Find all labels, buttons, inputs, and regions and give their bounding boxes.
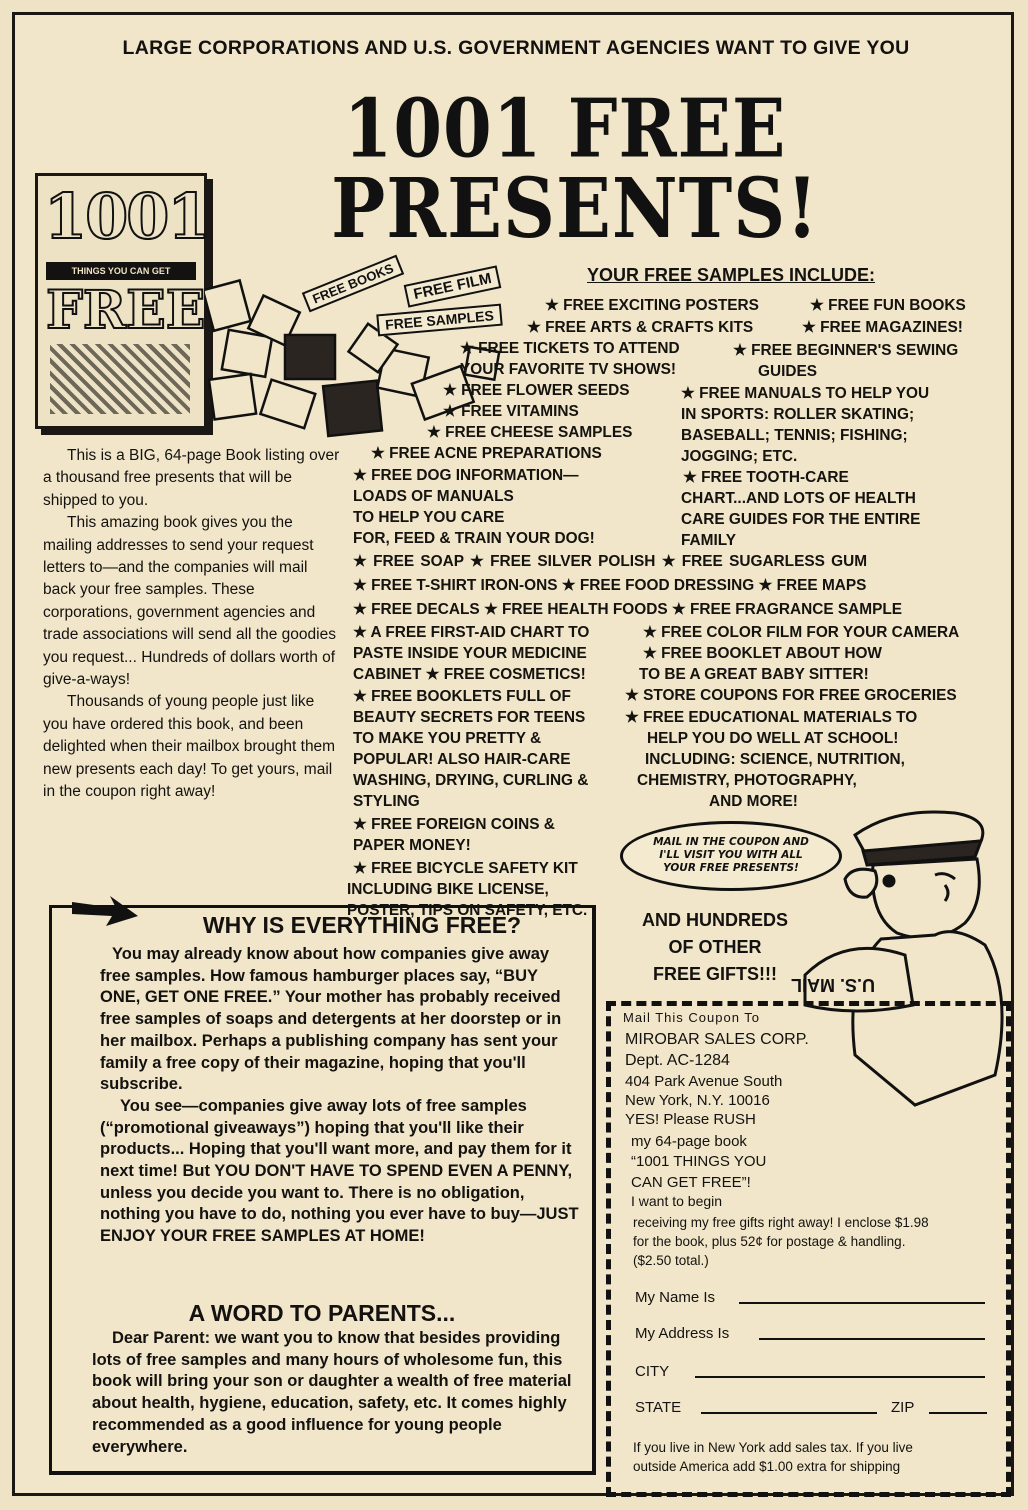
sample-line: ★ FREE ACNE PREPARATIONS [371, 445, 602, 462]
sample-line: ★ FREE ARTS & CRAFTS KITS [527, 319, 754, 336]
headline-line-2: PRESENTS! [331, 158, 819, 257]
coupon-line: MIROBAR SALES CORP. [625, 1031, 809, 1048]
city-label: CITY [635, 1363, 670, 1380]
coupon-line: Dept. AC-1284 [625, 1052, 730, 1069]
sample-line: ★ FREE BEGINNER'S SEWING [733, 342, 959, 359]
coupon-order-text: for the book, plus 52¢ for postage & handling. [633, 1234, 906, 1249]
why-paragraph: You may already know about how companies give away free samples. How famous hamburger places say, “BUY ONE, GET ONE FREE.” Your mother has probably received free samples of soaps and detergents at her doorstep or in her mailbox. Perhaps a publishing company has sent your family a free copy of their magazine, hoping that you'll subscribe. [100, 945, 562, 1094]
sample-line: STYLING [353, 793, 420, 810]
zip-field[interactable] [929, 1412, 987, 1414]
parents-body [92, 1328, 580, 1458]
sample-line: CARE GUIDES FOR THE ENTIRE [681, 511, 921, 528]
sample-line: ★ FREE SOAP ★ FREE SILVER POLISH ★ FREE SUGARLESS GUM [353, 553, 868, 570]
sample-line: ★ FREE EDUCATIONAL MATERIALS TO [625, 709, 918, 726]
sample-line: IN SPORTS: ROLLER SKATING; [681, 406, 915, 423]
sample-line: ★ FREE MAGAZINES! [802, 319, 963, 336]
sample-line: POSTER, TIPS ON SAFETY, ETC. [347, 902, 588, 919]
bubble-line: YOUR FREE PRESENTS! [663, 862, 799, 874]
sample-line: ★ FREE DOG INFORMATION— [353, 467, 579, 484]
sample-line: WASHING, DRYING, CURLING & [353, 772, 589, 789]
coupon-line: my 64-page book [631, 1133, 747, 1150]
why-body [100, 944, 580, 1248]
coupon-order-text: receiving my free gifts right away! I enclose $1.98 [633, 1215, 929, 1230]
order-coupon[interactable] [606, 1001, 1011, 1497]
sample-line: TO BE A GREAT BABY SITTER! [639, 666, 869, 683]
state-field[interactable] [701, 1412, 877, 1414]
sample-line: ★ FREE VITAMINS [443, 403, 579, 420]
coupon-line: YES! Please RUSH [625, 1111, 756, 1128]
sample-line: ★ A FREE FIRST-AID CHART TO [353, 624, 590, 641]
sample-line: ★ FREE FOREIGN COINS & [353, 816, 555, 833]
city-field[interactable] [695, 1376, 985, 1378]
coupon-line: “1001 THINGS YOU [631, 1153, 767, 1170]
sample-line: ★ FREE BOOKLET ABOUT HOW [643, 645, 882, 662]
sample-line: ★ FREE DECALS ★ FREE HEALTH FOODS ★ FREE FRAGRANCE SAMPLE [353, 601, 903, 618]
sample-line: PASTE INSIDE YOUR MEDICINE [353, 645, 587, 662]
body-paragraph: This amazing book gives you the mailing addresses to send your request letters to—and the companies will mail back your free samples. These corporations, government agencies and trade associations will send all the goodies you request... Hundreds of dollars worth of give-a-ways! [43, 514, 336, 689]
sample-line: PAPER MONEY! [353, 837, 471, 854]
hundreds-line: AND HUNDREDS [641, 910, 788, 930]
book-number: 1001 [44, 180, 209, 253]
sample-line: INCLUDING BIKE LICENSE, [347, 881, 549, 898]
hundreds-line: FREE GIFTS!!! [653, 964, 777, 984]
book-word: FREE [46, 280, 206, 341]
sample-line: CHART...AND LOTS OF HEALTH [681, 490, 916, 507]
coupon-line: Mail This Coupon To [623, 1010, 761, 1025]
why-title: WHY IS EVERYTHING FREE? [202, 912, 522, 938]
sample-line: ★ FREE FLOWER SEEDS [443, 382, 630, 399]
bubble-line: MAIL IN THE COUPON AND [653, 836, 809, 848]
name-field[interactable] [739, 1302, 985, 1304]
mailbag-label: U.S. MAIL [791, 975, 875, 995]
bubble-line: I'LL VISIT YOU WITH ALL [659, 849, 803, 861]
zip-label: ZIP [891, 1399, 915, 1416]
coupon-line: CAN GET FREE”! [631, 1174, 751, 1191]
sample-line: LOADS OF MANUALS [353, 488, 514, 505]
sample-line: TO HELP YOU CARE [353, 509, 505, 526]
coupon-line: New York, N.Y. 10016 [625, 1092, 770, 1109]
sample-line: CABINET ★ FREE COSMETICS! [353, 666, 586, 683]
coupon-line: 404 Park Avenue South [625, 1073, 783, 1090]
body-paragraph: This is a BIG, 64-page Book listing over a thousand free presents that will be shipped to you. [43, 447, 340, 509]
coupon-line: I want to begin [631, 1193, 723, 1209]
sample-line: GUIDES [758, 363, 818, 380]
advertisement-page [12, 12, 1014, 1496]
sample-line: TO MAKE YOU PRETTY & [353, 730, 542, 747]
sample-line: BEAUTY SECRETS FOR TEENS [353, 709, 586, 726]
headline-line-1: 1001 FREE [343, 80, 787, 177]
address-field[interactable] [759, 1338, 985, 1340]
sample-line: POPULAR! ALSO HAIR-CARE [353, 751, 571, 768]
parents-title: A WORD TO PARENTS... [188, 1300, 456, 1326]
sample-line: ★ FREE T-SHIRT IRON-ONS ★ FREE FOOD DRESSING ★ FREE MAPS [353, 577, 867, 594]
sample-line: ★ FREE TOOTH-CARE [683, 469, 849, 486]
book-cover-illustration [35, 173, 207, 429]
hundreds-caption [620, 907, 810, 988]
why-paragraph: You see—companies give away lots of free samples (“promotional giveaways”) hoping that you'll like their products... Hoping that you'll want more, and pay them for it next time! But YOU DON'T HAVE TO SPEND EVEN A PENNY, unless you decide you want to. There is no obligation, nothing you have to do, nothing you ever have to buy—JUST ENJOY YOUR FREE SAMPLES AT HOME! [100, 1096, 579, 1246]
sample-line: AND MORE! [709, 793, 798, 810]
hundreds-line: OF OTHER [668, 937, 762, 957]
body-paragraph: Thousands of young people just like you have ordered this book, and been delighted when their mailbox brought them new presents each day! To get yours, mail in the coupon right away! [43, 693, 336, 801]
sample-line: INCLUDING: SCIENCE, NUTRITION, [645, 751, 905, 768]
parents-paragraph: Dear Parent: we want you to know that besides providing lots of free samples and many hours of wholesome fun, this book will bring your son or daughter a wealth of free material about health, hygiene, education, safety, etc. It comes highly recommended as a good influence for young people everywhere. [92, 1329, 572, 1456]
sample-line: JOGGING; ETC. [681, 448, 798, 465]
coupon-footer: If you live in New York add sales tax. If you live [633, 1440, 913, 1455]
address-label: My Address Is [635, 1325, 730, 1342]
sample-line: ★ FREE BOOKLETS FULL OF [353, 688, 571, 705]
why-free-box [49, 905, 596, 1475]
sample-line: ★ FREE EXCITING POSTERS [545, 297, 759, 314]
sample-line: ★ FREE CHEESE SAMPLES [427, 424, 633, 441]
coupon-order-text: ($2.50 total.) [633, 1253, 709, 1268]
book-subtitle: THINGS YOU CAN GET [46, 262, 196, 280]
top-line: LARGE CORPORATIONS AND U.S. GOVERNMENT AGENCIES WANT TO GIVE YOU [122, 37, 910, 59]
sample-line: ★ FREE TICKETS TO ATTEND [460, 340, 680, 357]
sample-line: FOR, FEED & TRAIN YOUR DOG! [353, 530, 595, 547]
samples-heading: YOUR FREE SAMPLES INCLUDE: [587, 265, 876, 285]
sample-line: ★ FREE FUN BOOKS [810, 297, 966, 314]
coupon-footer: outside America add $1.00 extra for shipping [633, 1459, 901, 1474]
sample-line: YOUR FAVORITE TV SHOWS! [460, 361, 677, 378]
sample-line: ★ FREE BICYCLE SAFETY KIT [353, 860, 578, 877]
book-art [50, 344, 190, 414]
tag-free-samples: FREE SAMPLES [376, 304, 502, 337]
sample-line: HELP YOU DO WELL AT SCHOOL! [647, 730, 899, 747]
name-label: My Name Is [635, 1289, 716, 1306]
sample-line: FAMILY [681, 532, 737, 549]
state-label: STATE [635, 1399, 682, 1416]
tag-free-books: FREE BOOKS [302, 255, 404, 313]
book-description [43, 445, 343, 804]
sample-line: ★ STORE COUPONS FOR FREE GROCERIES [625, 687, 957, 704]
sample-line: BASEBALL; TENNIS; FISHING; [681, 427, 908, 444]
sample-line: CHEMISTRY, PHOTOGRAPHY, [637, 772, 857, 789]
speech-bubble [620, 821, 842, 891]
sample-line: ★ FREE MANUALS TO HELP YOU [681, 385, 930, 402]
sample-line: ★ FREE COLOR FILM FOR YOUR CAMERA [643, 624, 960, 641]
tag-free-film: FREE FILM [404, 265, 502, 307]
